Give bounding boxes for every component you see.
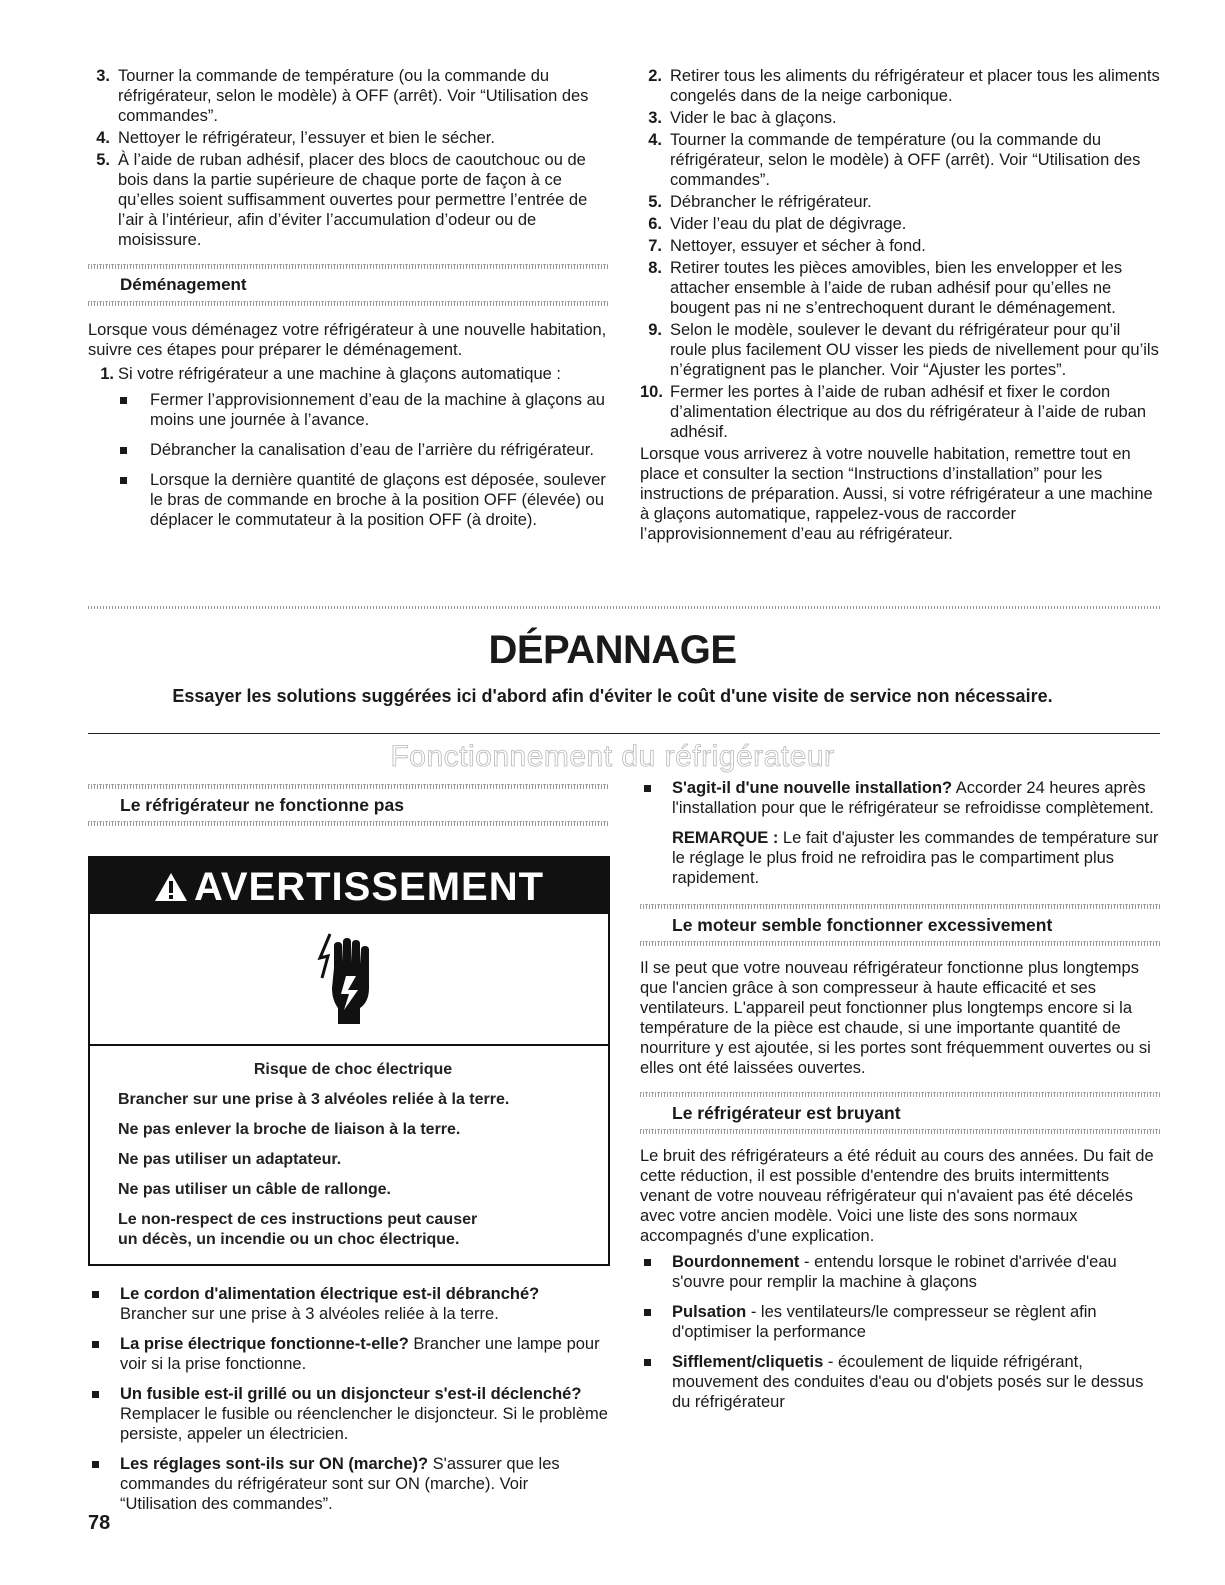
- page-subtitle: Essayer les solutions suggérées ici d'abord afin d'éviter le coût d'une visite de service non nécessaire.: [172, 686, 1053, 706]
- warning-line: Ne pas enlever la broche de liaison à la terre.: [118, 1121, 461, 1138]
- warning-icon-area: [90, 914, 608, 1046]
- check-answer: Brancher une lampe pour voir si la prise fonctionne.: [120, 1335, 600, 1373]
- list-item: [88, 1284, 608, 1324]
- step-number: 3.: [96, 67, 110, 85]
- divider: [88, 821, 608, 826]
- warning-box: [88, 856, 610, 1266]
- new-install-check: [640, 778, 1160, 818]
- divider: [88, 264, 608, 269]
- warning-consequence-line: Le non-respect de ces instructions peut causer: [118, 1211, 478, 1228]
- list-item: [640, 214, 1160, 234]
- list-item: [640, 320, 1160, 380]
- step-text: Fermer les portes à l’aide de ruban adhésif et fixer le cordon d’alimentation électrique au dos du réfrigérateur à l’aide de ruban adhésif.: [670, 383, 1147, 441]
- step-text: Débrancher le réfrigérateur.: [670, 193, 872, 211]
- divider: [640, 1129, 1160, 1134]
- moving-closing-paragraph: Lorsque vous arriverez à votre nouvelle habitation, remettre tout en place et consulter la section “Instructions d’installation” pour les instructions de préparation. Aussi, si votre réfrigérateur a une machine à glaçons automatique, rappelez-vous de raccorder l’approvisionnement d’eau au réfrigérateur.: [640, 445, 1153, 543]
- step-number: 1.: [100, 365, 114, 383]
- check-answer: Brancher sur une prise à 3 alvéoles reliée à la terre.: [120, 1305, 499, 1323]
- check-question: Le cordon d'alimentation électrique est-il débranché?: [120, 1285, 540, 1303]
- warning-line: Brancher sur une prise à 3 alvéoles reliée à la terre.: [118, 1091, 510, 1108]
- list-item: [640, 258, 1160, 318]
- section-heading: Fonctionnement du réfrigérateur: [390, 740, 835, 773]
- list-item: [88, 364, 608, 384]
- list-item: [640, 1252, 1160, 1292]
- list-item: [640, 130, 1160, 190]
- list-item: [640, 66, 1160, 106]
- noise-description: - les ventilateurs/le compresseur se règlent afin d'optimiser la performance: [672, 1303, 1097, 1341]
- warning-consequence-line: un décès, un incendie ou un choc électrique.: [118, 1231, 460, 1248]
- divider: [88, 301, 608, 306]
- motor-text: Il se peut que votre nouveau réfrigérateur fonctionne plus longtemps que l'ancien grâce à son compresseur à haute efficacité et ses ventilateurs. L'appareil peut fonctionner plus longtemps encore si la température de la pièce est chaude, si une importante quantité de nourriture y est ajoutée, si les portes sont fréquemment ouvertes ou si elles ont été laissées ouvertes.: [640, 959, 1151, 1077]
- step-number: 6.: [648, 215, 662, 233]
- noise-term: Pulsation: [672, 1303, 747, 1321]
- check-question: Un fusible est-il grillé ou un disjoncteur s'est-il déclenché?: [120, 1385, 582, 1403]
- step-text: Tourner la commande de température (ou la commande du réfrigérateur, selon le modèle) à OFF (arrêt). Voir “Utilisation des commandes”.: [118, 67, 589, 125]
- check-answer: Accorder 24 heures après l'installation pour que le réfrigérateur se refroidisse complètement.: [672, 779, 1154, 817]
- list-item: [640, 1352, 1160, 1412]
- step-text: l’entrée de l’air à l’intérieur, afin d’éviter l’accumulation d’odeur ou de moisissure.: [118, 191, 588, 249]
- warning-risk: Risque de choc électrique: [253, 1061, 453, 1078]
- noise-text: Le bruit des réfrigérateurs a été réduit au cours des années. Du fait de cette réduction, il est possible d'entendre des bruits intermittents venant de votre nouveau réfrigérateur qui n'avaient pas été décelés avec votre ancien modèle. Voici une liste des sons normaux accompagnés d'une explication.: [640, 1147, 1154, 1245]
- step-number: 3.: [648, 109, 662, 127]
- step-text: Tourner la commande de température (ou la commande du réfrigérateur, selon le modèle) à OFF (arrêt). Voir “Utilisation des commandes”.: [670, 131, 1141, 189]
- list-item: [88, 150, 608, 250]
- noise-term: Bourdonnement: [672, 1253, 800, 1271]
- list-item: [640, 778, 1160, 818]
- list-item: Fermer l’approvisionnement d’eau de la machine à glaçons au moins une journée à l’avance.: [88, 390, 608, 430]
- moving-steps-list: [640, 66, 1160, 442]
- list-item: [640, 382, 1160, 442]
- step-number: 5.: [648, 193, 662, 211]
- noise-term: Sifflement/cliquetis: [672, 1353, 824, 1371]
- moving-step-one: [88, 364, 608, 384]
- page-number: 78: [88, 1512, 111, 1534]
- moving-heading: Déménagement: [120, 275, 247, 294]
- step-number: 4.: [648, 131, 662, 149]
- list-item: [640, 236, 1160, 256]
- step-text: Retirer toutes les pièces amovibles, bien les envelopper et les attacher ensemble à l’aide de ruban adhésif pour qu’elles ne bougent pas ni ne s’entrechoquent durant le déménagement.: [670, 259, 1123, 317]
- page-title: DÉPANNAGE: [488, 628, 737, 672]
- remark-paragraph: [640, 828, 1160, 888]
- step-number: 10.: [640, 383, 663, 401]
- noise-list: [640, 1252, 1160, 1412]
- list-item: Lorsque la dernière quantité de glaçons est déposée, soulever le bras de commande en broche à la position OFF (élevée) ou déplacer le commutateur à la position OFF (à droite).: [88, 470, 608, 530]
- step-number: 7.: [648, 237, 662, 255]
- check-question: S'agit-il d'une nouvelle installation?: [672, 779, 953, 797]
- not-working-heading: Le réfrigérateur ne fonctionne pas: [120, 795, 404, 815]
- step-number: 5.: [96, 151, 110, 169]
- list-item: [640, 1302, 1160, 1342]
- list-item: [88, 1384, 608, 1444]
- left-bottom-column: [88, 778, 608, 1524]
- list-item: [88, 1334, 608, 1374]
- step-number: 8.: [648, 259, 662, 277]
- list-item: [88, 1454, 608, 1514]
- step-text: Nettoyer, essuyer et sécher à fond.: [670, 237, 926, 255]
- step-text: Vider l’eau du plat de dégivrage.: [670, 215, 907, 233]
- warning-consequence: [118, 1210, 588, 1250]
- list-item: [640, 192, 1160, 212]
- check-answer: S'assurer que les commandes du réfrigérateur sont sur ON (marche). Voir “Utilisation des commandes”.: [120, 1455, 560, 1513]
- right-bottom-column: [640, 778, 1160, 1422]
- step-text: Selon le modèle, soulever le devant du réfrigérateur pour qu’il roule plus facilement OU visser les pieds de nivellement pour qu’ils n’égratignent pas le plancher. Voir “Ajuster les portes”.: [670, 321, 1159, 379]
- electric-shock-icon: [316, 928, 382, 1028]
- title-rule: [88, 733, 1160, 734]
- warning-title: AVERTISSEMENT: [193, 865, 545, 909]
- step-number: 2.: [648, 67, 662, 85]
- step-text: Retirer tous les aliments du réfrigérateur et placer tous les aliments congelés dans de la neige carbonique.: [670, 67, 1160, 105]
- moving-intro: Lorsque vous déménagez votre réfrigérateur à une nouvelle habitation, suivre ces étapes pour préparer le déménagement.: [88, 321, 607, 359]
- motor-heading: Le moteur semble fonctionner excessivement: [672, 915, 1053, 935]
- warning-header: [90, 858, 608, 914]
- step-number: 4.: [96, 129, 110, 147]
- warning-line: Ne pas utiliser un adaptateur.: [118, 1151, 342, 1168]
- not-working-checks: [88, 1284, 608, 1514]
- left-top-column: [88, 66, 608, 540]
- list-item: Débrancher la canalisation d’eau de l’arrière du réfrigérateur.: [88, 440, 608, 460]
- list-item: [640, 108, 1160, 128]
- divider: [640, 941, 1160, 946]
- noise-heading: Le réfrigérateur est bruyant: [672, 1103, 901, 1123]
- right-top-column: [640, 66, 1160, 548]
- warning-text: [90, 1046, 608, 1264]
- step-text: Si votre réfrigérateur a une machine à glaçons automatique :: [118, 365, 562, 383]
- step-text: À l’aide de ruban adhésif, placer des blocs de caoutchouc ou de bois dans la partie supérieure de chaque porte de façon à: [118, 151, 586, 189]
- step-text: Vider le bac à glaçons.: [670, 109, 837, 127]
- step-text: Nettoyer le réfrigérateur, l’essuyer et bien le sécher.: [118, 129, 495, 147]
- noise-description: - entendu lorsque le robinet d'arrivée d'eau s'ouvre pour remplir la machine à glaçons: [672, 1253, 1117, 1291]
- warning-line: Ne pas utiliser un câble de rallonge.: [118, 1181, 391, 1198]
- check-question: Les réglages sont-ils sur ON (marche)?: [120, 1455, 429, 1473]
- warning-triangle-icon: [154, 860, 188, 918]
- step-number: 9.: [648, 321, 662, 339]
- storage-steps-list: [88, 66, 608, 250]
- list-item: [88, 66, 608, 126]
- remark-text: Le fait d'ajuster les commandes de température sur le réglage le plus froid ne refroidira pas le compartiment plus rapidement.: [672, 829, 1159, 887]
- ice-maker-bullets: [88, 390, 608, 530]
- list-item: [88, 128, 608, 148]
- remark-label: REMARQUE :: [672, 829, 779, 847]
- step-text: ce qu’elles soient suffisamment ouvertes pour permettre: [118, 171, 562, 209]
- check-answer: Remplacer le fusible ou réenclencher le disjoncteur. Si le problème persiste, appeler un électricien.: [120, 1405, 608, 1443]
- noise-description: - écoulement de liquide réfrigérant, mouvement des conduites d'eau ou d'objets posés sur le dessus du réfrigérateur: [672, 1353, 1144, 1411]
- check-question: La prise électrique fonctionne-t-elle?: [120, 1335, 409, 1353]
- section-divider: [88, 606, 1160, 609]
